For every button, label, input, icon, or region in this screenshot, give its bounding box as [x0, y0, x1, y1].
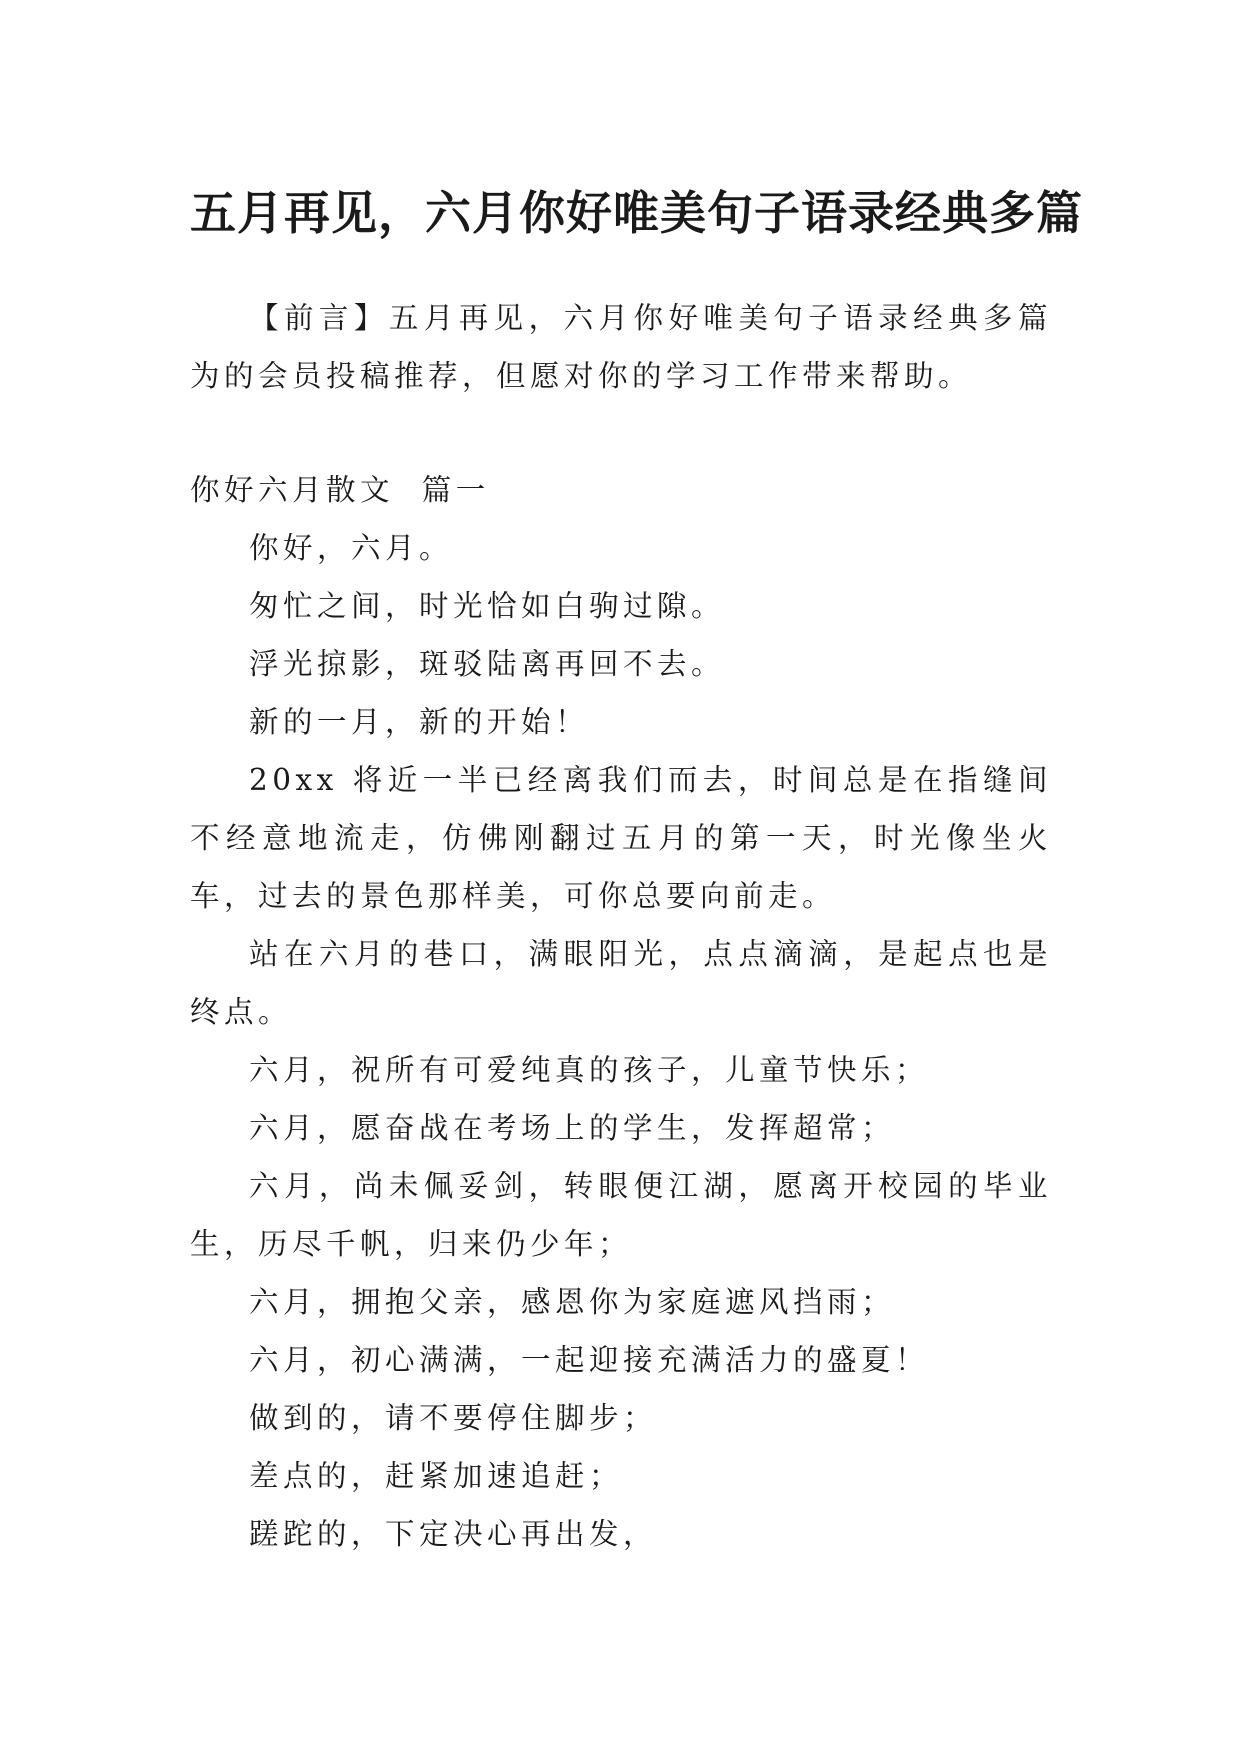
paragraph: 浮光掠影，斑驳陆离再回不去。: [249, 647, 726, 681]
paragraph: 六月，祝所有可爱纯真的孩子，儿童节快乐；: [249, 1053, 930, 1087]
document-title: 五月再见，六月你好唯美句子语录经典多篇: [190, 185, 1083, 240]
paragraph: 站在六月的巷口，满眼阳光，点点滴滴，是起点也是终点。: [190, 937, 1052, 1029]
preface-block: [190, 289, 1052, 405]
paragraph: 六月，尚未佩妥剑，转眼便江湖，愿离开校园的毕业生，历尽千帆，归来仍少年；: [190, 1169, 1052, 1261]
paragraph: 蹉跎的，下定决心再出发，: [249, 1517, 658, 1551]
paragraph: 你好，六月。: [249, 531, 454, 565]
paragraph: 六月，拥抱父亲，感恩你为家庭遮风挡雨；: [249, 1285, 896, 1319]
paragraph: 20xx 将近一半已经离我们而去，时间总是在指缝间不经意地流走，仿佛刚翻过五月的第一天，时光像坐火车，过去的景色那样美，可你总要向前走。: [190, 763, 1052, 913]
paragraph: 六月，愿奋战在考场上的学生，发挥超常；: [249, 1111, 896, 1145]
paragraph: 匆忙之间，时光恰如白驹过隙。: [249, 589, 726, 623]
paragraph: 六月，初心满满，一起迎接充满活力的盛夏！: [249, 1343, 930, 1377]
preface-paragraph: 【前言】五月再见，六月你好唯美句子语录经典多篇为的会员投稿推荐，但愿对你的学习工作带来帮助。: [190, 301, 1052, 393]
section-heading: 你好六月散文 篇一: [190, 473, 490, 507]
article-section: [190, 461, 1052, 1563]
paragraph: 做到的，请不要停住脚步；: [249, 1401, 658, 1435]
paragraph: 新的一月，新的开始！: [249, 705, 590, 739]
paragraph: 差点的，赶紧加速追赶；: [249, 1459, 624, 1493]
